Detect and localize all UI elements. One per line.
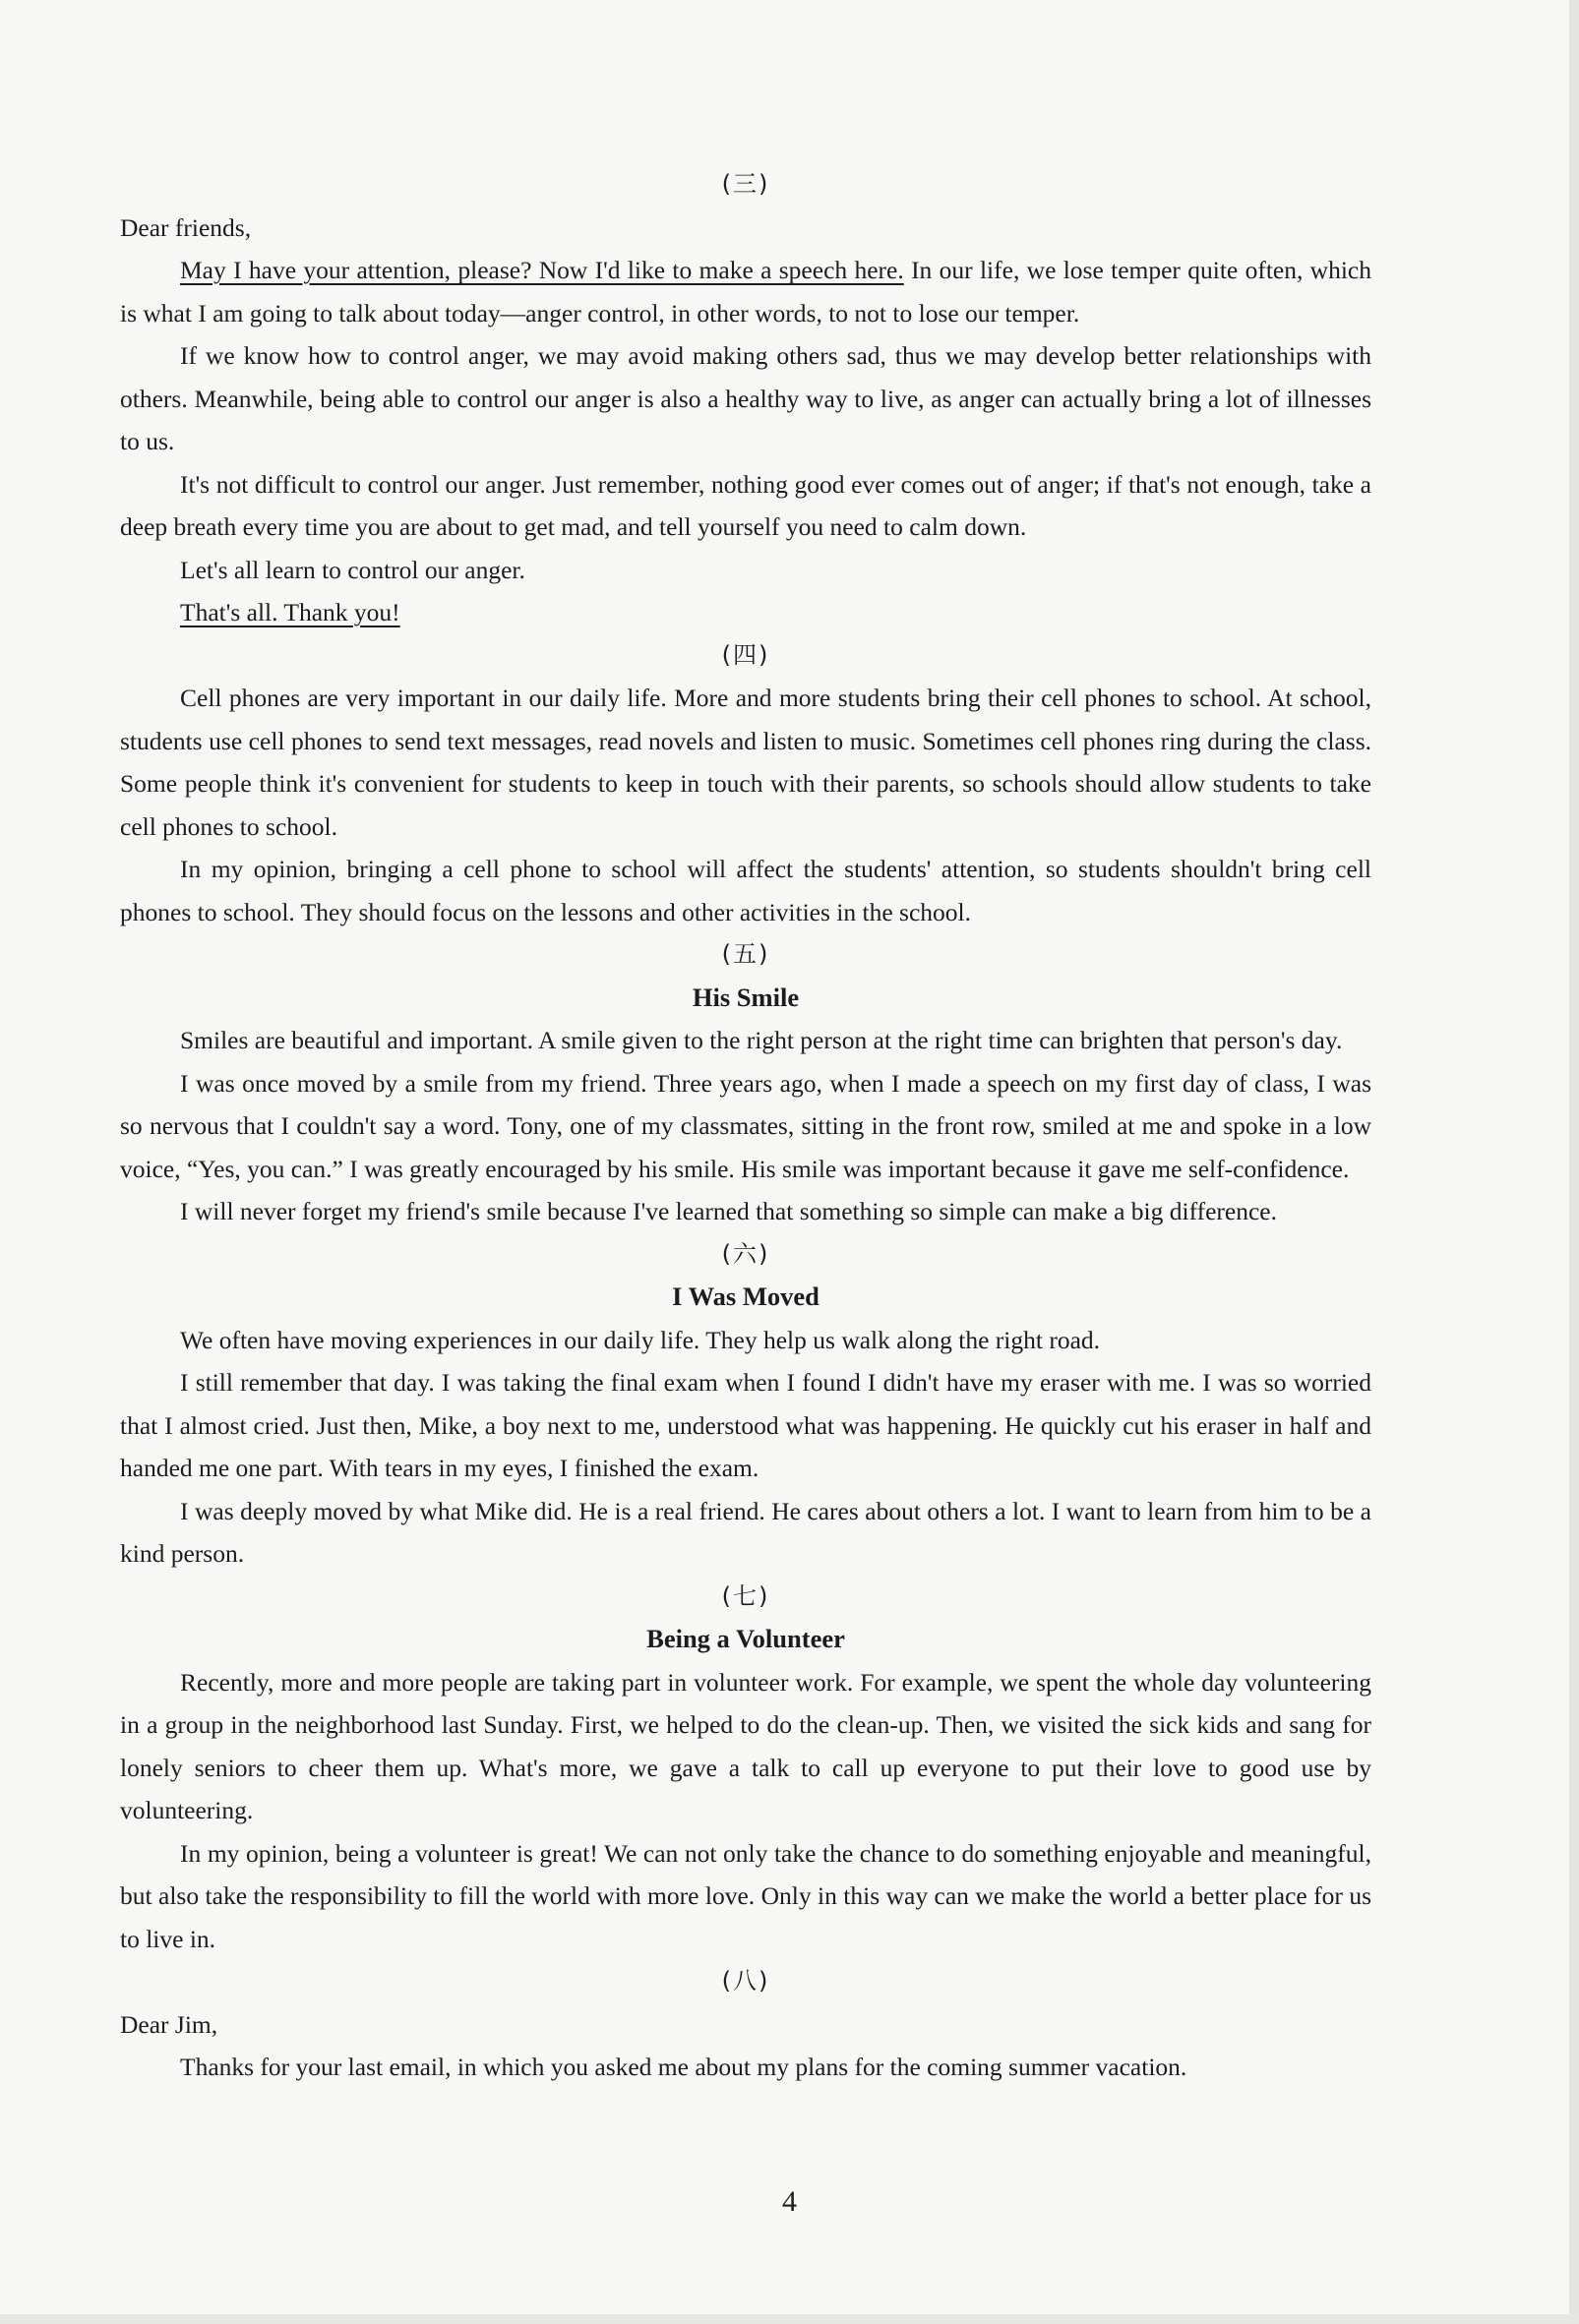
section-7 [120, 1576, 1371, 1961]
paragraph: Recently, more and more people are taking part in volunteer work. For example, we spent the whole day volunteering in a group in the neighborhood last Sunday. First, we helped to do the clean-up. Then, we visited the sick kids and sang for lonely seniors to cheer them up. What's more, we gave a talk to call up everyone to put their love to good use by volunteering. [120, 1667, 1371, 1824]
section-marker: (四) [721, 640, 770, 669]
section-marker: (八) [721, 1967, 770, 1995]
paragraph: I was once moved by a smile from my friend. Three years ago, when I made a speech on my first day of class, I was so nervous that I couldn't say a word. Tony, one of my classmates, sitting in the front row, smiled at me and spoke in a low voice, “Yes, you can.” I was greatly encouraged by his smile. His smile was important because it gave me self-confidence. [120, 1068, 1371, 1183]
section-5 [120, 933, 1371, 1233]
essay-title: Being a Volunteer [646, 1624, 845, 1653]
paragraph: Let's all learn to control our anger. [180, 555, 525, 584]
page-number: 4 [782, 2185, 797, 2218]
paragraph: I still remember that day. I was taking the final exam when I found I didn't have my eraser with me. I was so worried that I almost cried. Just then, Mike, a boy next to me, understood what was happening. He quickly cut his eraser in half and handed me one part. With tears in my eyes, I finished the exam. [120, 1368, 1371, 1482]
section-marker: (三) [721, 170, 770, 198]
paragraph: If we know how to control anger, we may avoid making others sad, thus we may develop better relationships with others. Meanwhile, being able to control our anger is also a healthy way to live, as anger can actually bring a lot of illnesses to us. [120, 341, 1371, 455]
paragraph: In my opinion, being a volunteer is great! We can not only take the chance to do something enjoyable and meaningful, but also take the responsibility to fill the world with more love. Only in this way can we make the world a better place for us to live in. [120, 1838, 1371, 1953]
salutation: Dear friends, [120, 212, 252, 242]
paragraph [120, 249, 1371, 334]
closing-text: That's all. Thank you! [180, 598, 400, 626]
section-8 [120, 1960, 1371, 2089]
paragraph: I was deeply moved by what Mike did. He is a real friend. He cares about others a lot. I want to learn from him to be a kind person. [120, 1496, 1371, 1568]
section-marker: (六) [721, 1239, 770, 1268]
paragraph: Cell phones are very important in our daily life. More and more students bring their cell phones to school. At school, students use cell phones to send text messages, read novels and listen to music. Sometimes cell phones ring during the class. Some people think it's convenient for students to keep in touch with their parents, so schools should allow students to take cell phones to school. [120, 684, 1371, 841]
paragraph-text: In our life, we lose temper quite often, which is what I am going to talk about today—anger control, in other words, to not to lose our temper. [120, 256, 1371, 328]
paragraph: Thanks for your last email, in which you asked me about my plans for the coming summer vacation. [180, 2053, 1187, 2081]
scan-bottom-band [0, 2314, 1579, 2324]
paragraph: In my opinion, bringing a cell phone to school will affect the students' attention, so students shouldn't bring cell phones to school. They should focus on the lessons and other activities in the school. [120, 855, 1371, 926]
paragraph: It's not difficult to control our anger. Just remember, nothing good ever comes out of anger; if that's not enough, take a deep breath every time you are about to get mad, and tell yourself you need to calm down. [120, 469, 1371, 541]
section-marker: (七) [721, 1581, 770, 1610]
essay-title: His Smile [692, 982, 800, 1012]
paragraph: I will never forget my friend's smile because I've learned that something so simple can make a big difference. [180, 1197, 1277, 1225]
scan-edge [1569, 0, 1579, 2324]
section-6 [120, 1233, 1371, 1576]
section-4 [120, 634, 1371, 934]
paragraph: We often have moving experiences in our daily life. They help us walk along the right road. [180, 1325, 1101, 1354]
essay-title: I Was Moved [672, 1281, 820, 1311]
salutation: Dear Jim, [120, 2009, 218, 2039]
closing [120, 591, 1371, 634]
page-content [120, 163, 1371, 2089]
section-3 [120, 163, 1371, 634]
paragraph: Smiles are beautiful and important. A smile given to the right person at the right time can brighten that person's day. [180, 1026, 1343, 1054]
underlined-sentence: May I have your attention, please? Now I'd like to make a speech here. [180, 256, 904, 284]
section-marker: (五) [721, 940, 770, 968]
